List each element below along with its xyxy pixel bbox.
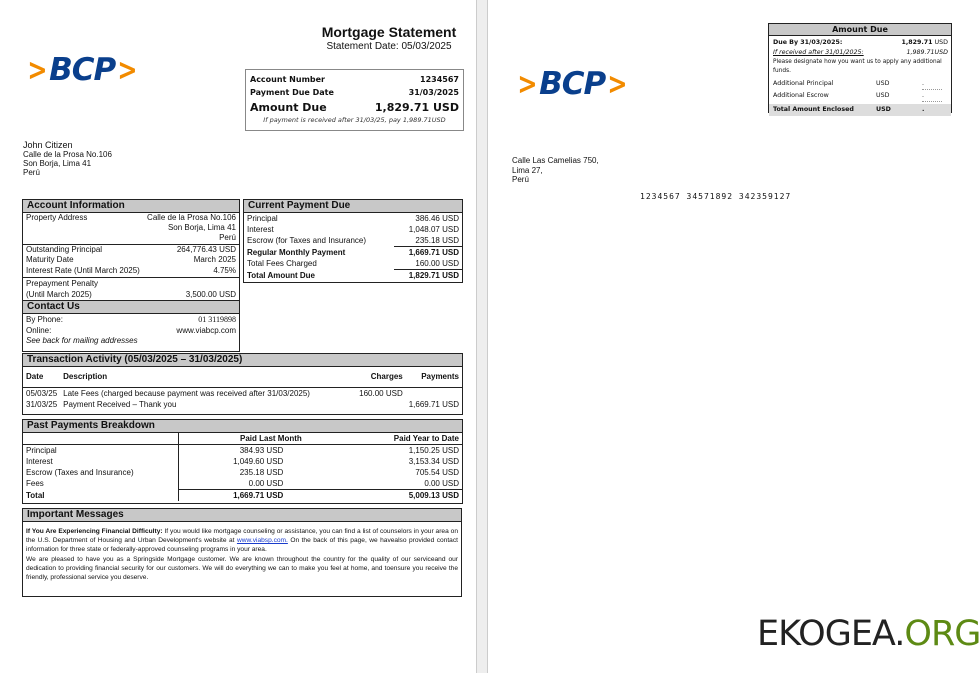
cell: 3,153.34 USD bbox=[408, 457, 459, 466]
current-payment-due bbox=[243, 199, 463, 283]
value: 1,048.07 USD bbox=[408, 225, 459, 234]
label: Total Amount Enclosed bbox=[773, 106, 854, 113]
customer-name: John Citizen bbox=[23, 140, 73, 150]
label: Total Fees Charged bbox=[247, 259, 317, 269]
section-header: Past Payments Breakdown bbox=[23, 420, 462, 433]
payment-row bbox=[244, 270, 462, 282]
value: 1,829.71 USD bbox=[394, 270, 462, 282]
section-header: Account Information bbox=[23, 200, 239, 213]
value: 4.75% bbox=[213, 266, 236, 275]
cell: Interest bbox=[23, 456, 178, 467]
cell: 0.00 USD bbox=[248, 479, 284, 488]
currency: USD bbox=[876, 80, 890, 87]
bcp-logo: > BCP > bbox=[517, 66, 627, 102]
cell: Fees bbox=[23, 478, 178, 490]
statement-date: Statement Date: 05/03/2025 bbox=[326, 41, 452, 52]
account-summary bbox=[245, 69, 464, 131]
watermark bbox=[757, 614, 980, 654]
remit-address bbox=[512, 156, 599, 185]
late-note: If payment is received after 31/03/25, pay 1,989.71USD bbox=[263, 116, 446, 124]
payment-row bbox=[244, 247, 462, 259]
value: 1,669.71 USD bbox=[394, 247, 462, 259]
currency: USD bbox=[934, 39, 948, 46]
note: See back for mailing addresses bbox=[26, 336, 138, 345]
label: Due By 31/03/2025: bbox=[773, 39, 843, 46]
label: By Phone: bbox=[26, 315, 63, 324]
address-line: Perú bbox=[512, 175, 529, 184]
column-header: Paid Last Month bbox=[178, 433, 363, 445]
phone: 01 3119898 bbox=[198, 315, 236, 324]
cell: 705.54 USD bbox=[415, 468, 459, 477]
address-line: Lima 27, bbox=[512, 165, 543, 175]
section-header: Current Payment Due bbox=[244, 200, 462, 213]
label: Principal bbox=[247, 214, 278, 223]
payment-row bbox=[244, 224, 462, 235]
cell bbox=[406, 388, 462, 400]
cell: 1,049.60 USD bbox=[233, 457, 284, 466]
address-line: Calle de la Prosa No.106 bbox=[23, 150, 112, 159]
section-header: Contact Us bbox=[23, 301, 239, 314]
label: Maturity Date bbox=[26, 255, 74, 264]
label: If received after 31/01/2025: bbox=[773, 49, 864, 56]
value: 3,500.00 USD bbox=[185, 290, 236, 299]
amount-due: 1,829.71 USD bbox=[374, 101, 459, 114]
cell bbox=[356, 399, 406, 410]
label: Escrow (for Taxes and Insurance) bbox=[247, 236, 367, 246]
label: Interest bbox=[247, 225, 274, 234]
past-payments bbox=[22, 419, 463, 504]
column-header: Payments bbox=[406, 367, 462, 388]
payment-row bbox=[244, 258, 462, 270]
additional-principal-input[interactable]: . bbox=[922, 78, 942, 90]
message-text: On the back of this page, we havealso provided contact information for three state or federally-approved counseling programs in your area. bbox=[26, 537, 458, 554]
currency: USD bbox=[876, 92, 890, 99]
section-header: Amount Due bbox=[769, 24, 951, 36]
important-messages bbox=[22, 508, 462, 597]
column-header: Paid Year to Date bbox=[363, 433, 462, 445]
cell: 1,150.25 USD bbox=[408, 446, 459, 455]
label: Interest Rate (Until March 2025) bbox=[26, 266, 140, 275]
message-heading: If You Are Experiencing Financial Difficulty: bbox=[26, 528, 163, 535]
value: 1,829.71 bbox=[901, 39, 933, 46]
label: Regular Monthly Payment bbox=[247, 247, 346, 257]
message-text: If you would like mortgage counseling or assistance, you can find a list of counselors in your area on the U.S. Department of Housing and Urban Development's website at bbox=[26, 528, 458, 545]
table-row bbox=[23, 445, 462, 457]
column-header: Date bbox=[23, 367, 60, 388]
value: Son Borja, Lima 41 bbox=[167, 223, 236, 232]
table-row bbox=[23, 490, 462, 502]
payment-row bbox=[244, 235, 462, 247]
bcp-logo: > BCP > bbox=[27, 52, 137, 88]
additional-escrow-input[interactable]: . bbox=[922, 90, 942, 102]
label: Total Amount Due bbox=[247, 270, 315, 280]
value: March 2025 bbox=[193, 255, 236, 264]
value: Calle de la Prosa No.106 bbox=[147, 213, 236, 222]
customer-address bbox=[23, 141, 112, 177]
cell: Escrow (Taxes and Insurance) bbox=[23, 467, 178, 478]
label: Amount Due bbox=[250, 101, 327, 114]
label: (Until March 2025) bbox=[26, 290, 92, 299]
transaction-activity bbox=[22, 353, 463, 415]
table-header bbox=[23, 367, 462, 388]
column-header: Charges bbox=[356, 367, 406, 388]
table-row bbox=[23, 388, 462, 400]
cell: 384.93 USD bbox=[239, 446, 284, 455]
cell: 05/03/25 bbox=[26, 389, 58, 398]
cell: Payment Received – Thank you bbox=[63, 400, 177, 409]
label: Prepayment Penalty bbox=[26, 279, 99, 288]
value: 264,776.43 USD bbox=[176, 245, 236, 254]
cell: Late Fees (charged because payment was received after 31/03/2025) bbox=[63, 389, 310, 398]
label: Additional Principal bbox=[773, 80, 834, 87]
cell: 1,669.71 USD bbox=[408, 400, 459, 409]
value: 235.18 USD bbox=[415, 236, 459, 245]
address-line: Perú bbox=[23, 168, 40, 177]
cell: Principal bbox=[23, 445, 178, 457]
website-link[interactable]: www.viabcp.com bbox=[176, 326, 236, 335]
section-header: Important Messages bbox=[23, 509, 461, 522]
section-header: Transaction Activity (05/03/2025 – 31/03/2025) bbox=[23, 354, 462, 367]
value: 160.00 USD bbox=[415, 259, 459, 268]
label: Online: bbox=[26, 326, 52, 335]
cell: 5,009.13 USD bbox=[363, 490, 462, 502]
cell: 0.00 USD bbox=[424, 479, 459, 488]
table-row bbox=[23, 399, 462, 410]
label: Property Address bbox=[26, 213, 88, 222]
page-gap bbox=[476, 0, 488, 673]
due-date: 31/03/2025 bbox=[408, 88, 459, 97]
label: Payment Due Date bbox=[250, 88, 334, 97]
watermark-text: ORG bbox=[904, 614, 980, 654]
watermark-text: EKOGEA. bbox=[757, 614, 905, 654]
column-header bbox=[23, 433, 178, 445]
label: Account Number bbox=[250, 75, 325, 84]
cell: 31/03/25 bbox=[26, 400, 58, 409]
value: Perú bbox=[219, 233, 236, 242]
address-line: Calle Las Camelias 750, bbox=[512, 156, 599, 165]
table-header bbox=[23, 433, 462, 445]
label: Additional Escrow bbox=[773, 92, 829, 99]
cell: 235.18 USD bbox=[239, 468, 284, 477]
label: Outstanding Principal bbox=[26, 245, 103, 254]
total-enclosed-input[interactable]: . bbox=[922, 106, 925, 113]
currency: USD bbox=[876, 106, 891, 113]
page-title: Mortgage Statement bbox=[321, 24, 457, 40]
table-row bbox=[23, 467, 462, 478]
column-header: Description bbox=[60, 367, 356, 388]
account-information bbox=[22, 199, 240, 352]
value: 1,989.71USD bbox=[906, 49, 948, 56]
amount-due-coupon bbox=[768, 23, 952, 113]
barcode-numbers: 1234567 34571892 342359127 bbox=[640, 192, 792, 201]
cell: 1,669.71 USD bbox=[178, 490, 363, 502]
address-line: Son Borja, Lima 41 bbox=[23, 159, 92, 168]
note: Please designate how you want us to apply any additional funds. bbox=[773, 59, 942, 74]
account-number: 1234567 bbox=[420, 75, 459, 84]
table-row bbox=[23, 456, 462, 467]
value: 386.46 USD bbox=[415, 214, 459, 223]
cell: 160.00 USD bbox=[359, 389, 403, 398]
payment-row bbox=[244, 213, 462, 224]
hud-link[interactable]: www.viabsp.com. bbox=[236, 537, 288, 545]
message-text: We are pleased to have you as a Springside Mortgage customer. We are known throughout the country for the quality of our serviceand our dedication to providing financial security for our customers. We will do everything we can to make you feel at home, and toensure you receive the friendly, professional service you deserve. bbox=[26, 555, 458, 582]
table-row bbox=[23, 478, 462, 490]
cell: Total bbox=[23, 490, 178, 502]
